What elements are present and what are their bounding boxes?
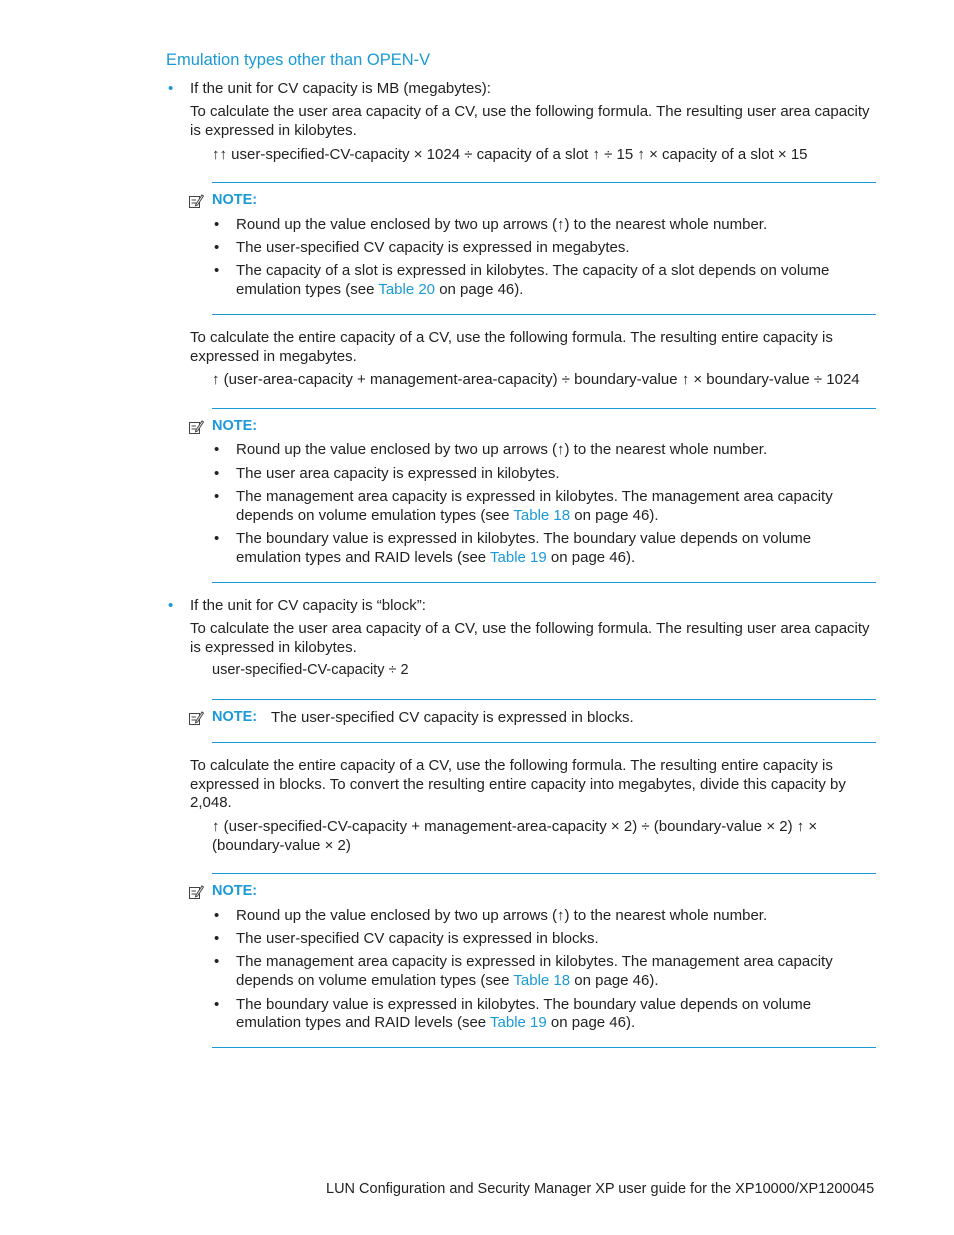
note-top-rule [212, 873, 876, 874]
note-item-continuation [236, 506, 659, 525]
note-pencil-icon [188, 710, 204, 726]
note-item: The management area capacity is expressed in kilobytes. The management area capacity [236, 953, 833, 970]
footer-title: LUN Configuration and Security Manager XP user guide for the XP10000/XP12000 [326, 1181, 859, 1197]
note-bullet: • [214, 953, 220, 970]
formula: ↑ (user-specified-CV-capacity + management-area-capacity × 2) ÷ (boundary-value × 2) ↑ × [212, 818, 818, 835]
note-bullet: • [214, 465, 220, 482]
note-bullet: • [214, 239, 220, 256]
paragraph-line: To calculate the user area capacity of a CV, use the following formula. The resulting user area capacity [190, 620, 870, 637]
note-bottom-rule [212, 582, 876, 583]
bullet-intro: If the unit for CV capacity is “block”: [190, 597, 426, 614]
note-item: The user-specified CV capacity is expressed in blocks. [236, 930, 599, 947]
table-19-link[interactable]: Table 19 [490, 549, 547, 566]
text-span: emulation types and RAID levels (see [236, 1014, 491, 1031]
note-bottom-rule [212, 314, 876, 315]
note-bullet: • [214, 488, 220, 505]
note-pencil-icon [188, 884, 204, 900]
text-span: depends on volume emulation types (see [236, 972, 514, 989]
table-18-link[interactable]: Table 18 [513, 507, 571, 524]
note-bullet: • [214, 262, 220, 279]
note-bullet: • [214, 441, 220, 458]
note-text: The user-specified CV capacity is expressed in blocks. [271, 709, 634, 726]
formula: user-specified-CV-capacity ÷ 2 [212, 662, 409, 678]
list-bullet: • [168, 597, 174, 614]
note-bullet: • [214, 216, 220, 233]
text-span: emulation types (see [236, 281, 379, 298]
bullet-intro: If the unit for CV capacity is MB (megabytes): [190, 80, 491, 97]
paragraph-line: To calculate the user area capacity of a CV, use the following formula. The resulting user area capacity [190, 103, 870, 120]
paragraph-line: To calculate the entire capacity of a CV, use the following formula. The resulting entire capacity is [190, 329, 833, 346]
note-item: The user-specified CV capacity is expressed in megabytes. [236, 239, 630, 256]
note-item: The boundary value is expressed in kilobytes. The boundary value depends on volume [236, 530, 812, 547]
note-label: NOTE: [212, 883, 258, 899]
paragraph-line: expressed in megabytes. [190, 348, 357, 365]
note-top-rule [212, 699, 876, 700]
page-number: 45 [858, 1181, 875, 1197]
text-span: depends on volume emulation types (see [236, 507, 514, 524]
text-span: on page 46). [570, 972, 659, 989]
paragraph-line: To calculate the entire capacity of a CV, use the following formula. The resulting entire capacity is [190, 757, 833, 774]
table-18-link[interactable]: Table 18 [513, 972, 571, 989]
note-label: NOTE: [212, 709, 258, 725]
note-item-continuation [236, 1013, 635, 1032]
text-span: on page 46). [546, 549, 636, 566]
paragraph-line: is expressed in kilobytes. [190, 122, 357, 139]
note-bullet: • [214, 530, 220, 547]
note-item-continuation [236, 280, 523, 299]
note-bullet: • [214, 930, 220, 947]
table-19-link[interactable]: Table 19 [490, 1014, 547, 1031]
table-20-link[interactable]: Table 20 [378, 281, 436, 298]
note-pencil-icon [188, 193, 204, 209]
paragraph-line: 2,048. [190, 794, 232, 811]
note-label: NOTE: [212, 418, 258, 434]
note-item: The capacity of a slot is expressed in kilobytes. The capacity of a slot depends on volume [236, 262, 830, 279]
note-item-continuation [236, 971, 659, 990]
note-item: Round up the value enclosed by two up arrows (↑) to the nearest whole number. [236, 907, 768, 924]
section-heading: Emulation types other than OPEN-V [166, 51, 431, 69]
note-top-rule [212, 408, 876, 409]
text-span: on page 46). [435, 281, 524, 298]
note-bottom-rule [212, 742, 876, 743]
note-pencil-icon [188, 419, 204, 435]
formula: (boundary-value × 2) [212, 837, 351, 854]
formula: ↑ (user-area-capacity + management-area-capacity) ÷ boundary-value ↑ × boundary-value ÷ 1024 [212, 371, 860, 388]
note-item: The boundary value is expressed in kilobytes. The boundary value depends on volume [236, 996, 812, 1013]
note-bottom-rule [212, 1047, 876, 1048]
paragraph-line: expressed in blocks. To convert the resulting entire capacity into megabytes, divide this capacity by [190, 776, 846, 793]
note-item: The management area capacity is expressed in kilobytes. The management area capacity [236, 488, 833, 505]
text-span: on page 46). [570, 507, 659, 524]
formula: ↑↑ user-specified-CV-capacity × 1024 ÷ capacity of a slot ↑ ÷ 15 ↑ × capacity of a slot × 15 [212, 146, 808, 163]
text-span: on page 46). [546, 1014, 636, 1031]
list-bullet: • [168, 80, 174, 97]
note-item: Round up the value enclosed by two up arrows (↑) to the nearest whole number. [236, 441, 768, 458]
note-top-rule [212, 182, 876, 183]
note-item: Round up the value enclosed by two up arrows (↑) to the nearest whole number. [236, 216, 768, 233]
note-bullet: • [214, 907, 220, 924]
note-item-continuation [236, 548, 635, 567]
note-label: NOTE: [212, 192, 258, 208]
paragraph-line: is expressed in kilobytes. [190, 639, 357, 656]
note-item: The user area capacity is expressed in kilobytes. [236, 465, 560, 482]
text-span: emulation types and RAID levels (see [236, 549, 491, 566]
note-bullet: • [214, 996, 220, 1013]
